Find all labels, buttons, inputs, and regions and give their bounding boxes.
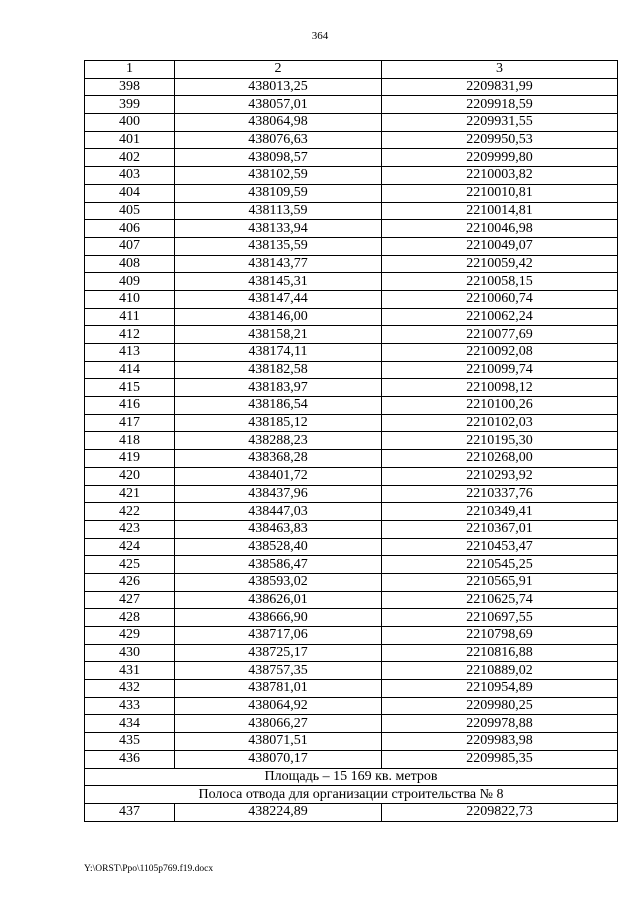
y-coordinate-cell: 2210954,89 [382, 680, 618, 698]
table-row [85, 379, 618, 397]
point-number-cell: 407 [85, 237, 175, 255]
table-row [85, 573, 618, 591]
x-coordinate-cell: 438013,25 [175, 78, 382, 96]
point-number-cell: 436 [85, 750, 175, 768]
point-number-cell: 416 [85, 397, 175, 415]
coordinates-table-body [85, 61, 618, 822]
x-coordinate-cell: 438666,90 [175, 609, 382, 627]
table-row [85, 715, 618, 733]
header-cell: 3 [382, 61, 618, 79]
table-row [85, 131, 618, 149]
x-coordinate-cell: 438182,58 [175, 361, 382, 379]
x-coordinate-cell: 438070,17 [175, 750, 382, 768]
y-coordinate-cell: 2210092,08 [382, 344, 618, 362]
table-row [85, 361, 618, 379]
table-row [85, 397, 618, 415]
point-number-cell: 434 [85, 715, 175, 733]
point-number-cell: 422 [85, 503, 175, 521]
y-coordinate-cell: 2210697,55 [382, 609, 618, 627]
table-row [85, 520, 618, 538]
table-row [85, 149, 618, 167]
section-title: Полоса отвода для организации строительства № 8 [85, 786, 618, 804]
y-coordinate-cell: 2210453,47 [382, 538, 618, 556]
x-coordinate-cell: 438057,01 [175, 96, 382, 114]
y-coordinate-cell: 2209950,53 [382, 131, 618, 149]
area-note-row [85, 768, 618, 786]
x-coordinate-cell: 438288,23 [175, 432, 382, 450]
x-coordinate-cell: 438098,57 [175, 149, 382, 167]
y-coordinate-cell: 2210049,07 [382, 237, 618, 255]
table-row [85, 414, 618, 432]
y-coordinate-cell: 2210102,03 [382, 414, 618, 432]
table-header-row [85, 61, 618, 79]
y-coordinate-cell: 2209999,80 [382, 149, 618, 167]
coordinates-table [84, 60, 618, 822]
x-coordinate-cell: 438064,98 [175, 114, 382, 132]
point-number-cell: 398 [85, 78, 175, 96]
y-coordinate-cell: 2210003,82 [382, 167, 618, 185]
point-number-cell: 401 [85, 131, 175, 149]
point-number-cell: 421 [85, 485, 175, 503]
point-number-cell: 429 [85, 627, 175, 645]
table-row [85, 202, 618, 220]
point-number-cell: 423 [85, 520, 175, 538]
point-number-cell: 432 [85, 680, 175, 698]
y-coordinate-cell: 2210889,02 [382, 662, 618, 680]
point-number-cell: 427 [85, 591, 175, 609]
x-coordinate-cell: 438147,44 [175, 290, 382, 308]
y-coordinate-cell: 2210077,69 [382, 326, 618, 344]
x-coordinate-cell: 438102,59 [175, 167, 382, 185]
y-coordinate-cell: 2209985,35 [382, 750, 618, 768]
point-number-cell: 406 [85, 220, 175, 238]
x-coordinate-cell: 438186,54 [175, 397, 382, 415]
point-number-cell: 419 [85, 450, 175, 468]
point-number-cell: 408 [85, 255, 175, 273]
table-row [85, 697, 618, 715]
table-row [85, 290, 618, 308]
y-coordinate-cell: 2210268,00 [382, 450, 618, 468]
y-coordinate-cell: 2210798,69 [382, 627, 618, 645]
x-coordinate-cell: 438401,72 [175, 467, 382, 485]
table-row [85, 167, 618, 185]
x-coordinate-cell: 438463,83 [175, 520, 382, 538]
x-coordinate-cell: 438368,28 [175, 450, 382, 468]
table-row [85, 803, 618, 821]
point-number-cell: 411 [85, 308, 175, 326]
y-coordinate-cell: 2210046,98 [382, 220, 618, 238]
y-coordinate-cell: 2209978,88 [382, 715, 618, 733]
page-number: 364 [311, 30, 329, 42]
point-number-cell: 428 [85, 609, 175, 627]
x-coordinate-cell: 438725,17 [175, 644, 382, 662]
table-row [85, 96, 618, 114]
table-row [85, 733, 618, 751]
point-number-cell: 418 [85, 432, 175, 450]
table-row [85, 644, 618, 662]
point-number-cell: 404 [85, 184, 175, 202]
point-number-cell: 430 [85, 644, 175, 662]
x-coordinate-cell: 438757,35 [175, 662, 382, 680]
x-coordinate-cell: 438143,77 [175, 255, 382, 273]
table-row [85, 432, 618, 450]
table-row [85, 184, 618, 202]
point-number-cell: 433 [85, 697, 175, 715]
x-coordinate-cell: 438146,00 [175, 308, 382, 326]
y-coordinate-cell: 2210195,30 [382, 432, 618, 450]
point-number-cell: 412 [85, 326, 175, 344]
table-row [85, 485, 618, 503]
y-coordinate-cell: 2210337,76 [382, 485, 618, 503]
y-coordinate-cell: 2210059,42 [382, 255, 618, 273]
point-number-cell: 400 [85, 114, 175, 132]
y-coordinate-cell: 2209822,73 [382, 803, 618, 821]
point-number-cell: 437 [85, 803, 175, 821]
table-row [85, 503, 618, 521]
table-row [85, 591, 618, 609]
x-coordinate-cell: 438064,92 [175, 697, 382, 715]
y-coordinate-cell: 2210349,41 [382, 503, 618, 521]
x-coordinate-cell: 438593,02 [175, 573, 382, 591]
y-coordinate-cell: 2210062,24 [382, 308, 618, 326]
point-number-cell: 420 [85, 467, 175, 485]
y-coordinate-cell: 2210367,01 [382, 520, 618, 538]
x-coordinate-cell: 438781,01 [175, 680, 382, 698]
point-number-cell: 424 [85, 538, 175, 556]
y-coordinate-cell: 2210100,26 [382, 397, 618, 415]
y-coordinate-cell: 2210625,74 [382, 591, 618, 609]
point-number-cell: 431 [85, 662, 175, 680]
x-coordinate-cell: 438113,59 [175, 202, 382, 220]
y-coordinate-cell: 2209980,25 [382, 697, 618, 715]
table-row [85, 467, 618, 485]
y-coordinate-cell: 2210545,25 [382, 556, 618, 574]
x-coordinate-cell: 438071,51 [175, 733, 382, 751]
y-coordinate-cell: 2210060,74 [382, 290, 618, 308]
area-note: Площадь – 15 169 кв. метров [85, 768, 618, 786]
point-number-cell: 410 [85, 290, 175, 308]
point-number-cell: 425 [85, 556, 175, 574]
table-row [85, 326, 618, 344]
x-coordinate-cell: 438066,27 [175, 715, 382, 733]
y-coordinate-cell: 2210099,74 [382, 361, 618, 379]
point-number-cell: 402 [85, 149, 175, 167]
y-coordinate-cell: 2210565,91 [382, 573, 618, 591]
point-number-cell: 403 [85, 167, 175, 185]
table-row [85, 538, 618, 556]
y-coordinate-cell: 2209983,98 [382, 733, 618, 751]
point-number-cell: 415 [85, 379, 175, 397]
y-coordinate-cell: 2210098,12 [382, 379, 618, 397]
x-coordinate-cell: 438135,59 [175, 237, 382, 255]
x-coordinate-cell: 438586,47 [175, 556, 382, 574]
x-coordinate-cell: 438437,96 [175, 485, 382, 503]
table-row [85, 344, 618, 362]
y-coordinate-cell: 2210293,92 [382, 467, 618, 485]
table-row [85, 220, 618, 238]
y-coordinate-cell: 2210058,15 [382, 273, 618, 291]
section-title-row [85, 786, 618, 804]
point-number-cell: 409 [85, 273, 175, 291]
table-row [85, 273, 618, 291]
x-coordinate-cell: 438109,59 [175, 184, 382, 202]
header-cell: 1 [85, 61, 175, 79]
point-number-cell: 399 [85, 96, 175, 114]
table-row [85, 78, 618, 96]
table-row [85, 237, 618, 255]
x-coordinate-cell: 438174,11 [175, 344, 382, 362]
point-number-cell: 435 [85, 733, 175, 751]
table-row [85, 114, 618, 132]
point-number-cell: 405 [85, 202, 175, 220]
table-row [85, 450, 618, 468]
table-row [85, 680, 618, 698]
table-row [85, 556, 618, 574]
table-row [85, 255, 618, 273]
x-coordinate-cell: 438528,40 [175, 538, 382, 556]
x-coordinate-cell: 438158,21 [175, 326, 382, 344]
x-coordinate-cell: 438183,97 [175, 379, 382, 397]
x-coordinate-cell: 438224,89 [175, 803, 382, 821]
y-coordinate-cell: 2210816,88 [382, 644, 618, 662]
x-coordinate-cell: 438626,01 [175, 591, 382, 609]
point-number-cell: 414 [85, 361, 175, 379]
y-coordinate-cell: 2209931,55 [382, 114, 618, 132]
y-coordinate-cell: 2209831,99 [382, 78, 618, 96]
point-number-cell: 413 [85, 344, 175, 362]
x-coordinate-cell: 438185,12 [175, 414, 382, 432]
y-coordinate-cell: 2209918,59 [382, 96, 618, 114]
y-coordinate-cell: 2210010,81 [382, 184, 618, 202]
table-row [85, 662, 618, 680]
x-coordinate-cell: 438076,63 [175, 131, 382, 149]
table-row [85, 627, 618, 645]
y-coordinate-cell: 2210014,81 [382, 202, 618, 220]
x-coordinate-cell: 438145,31 [175, 273, 382, 291]
x-coordinate-cell: 438717,06 [175, 627, 382, 645]
x-coordinate-cell: 438133,94 [175, 220, 382, 238]
footer-file-path: Y:\ORST\Ppo\1105p769.f19.docx [84, 864, 214, 874]
point-number-cell: 426 [85, 573, 175, 591]
table-row [85, 609, 618, 627]
table-row [85, 308, 618, 326]
x-coordinate-cell: 438447,03 [175, 503, 382, 521]
point-number-cell: 417 [85, 414, 175, 432]
table-row [85, 750, 618, 768]
header-cell: 2 [175, 61, 382, 79]
